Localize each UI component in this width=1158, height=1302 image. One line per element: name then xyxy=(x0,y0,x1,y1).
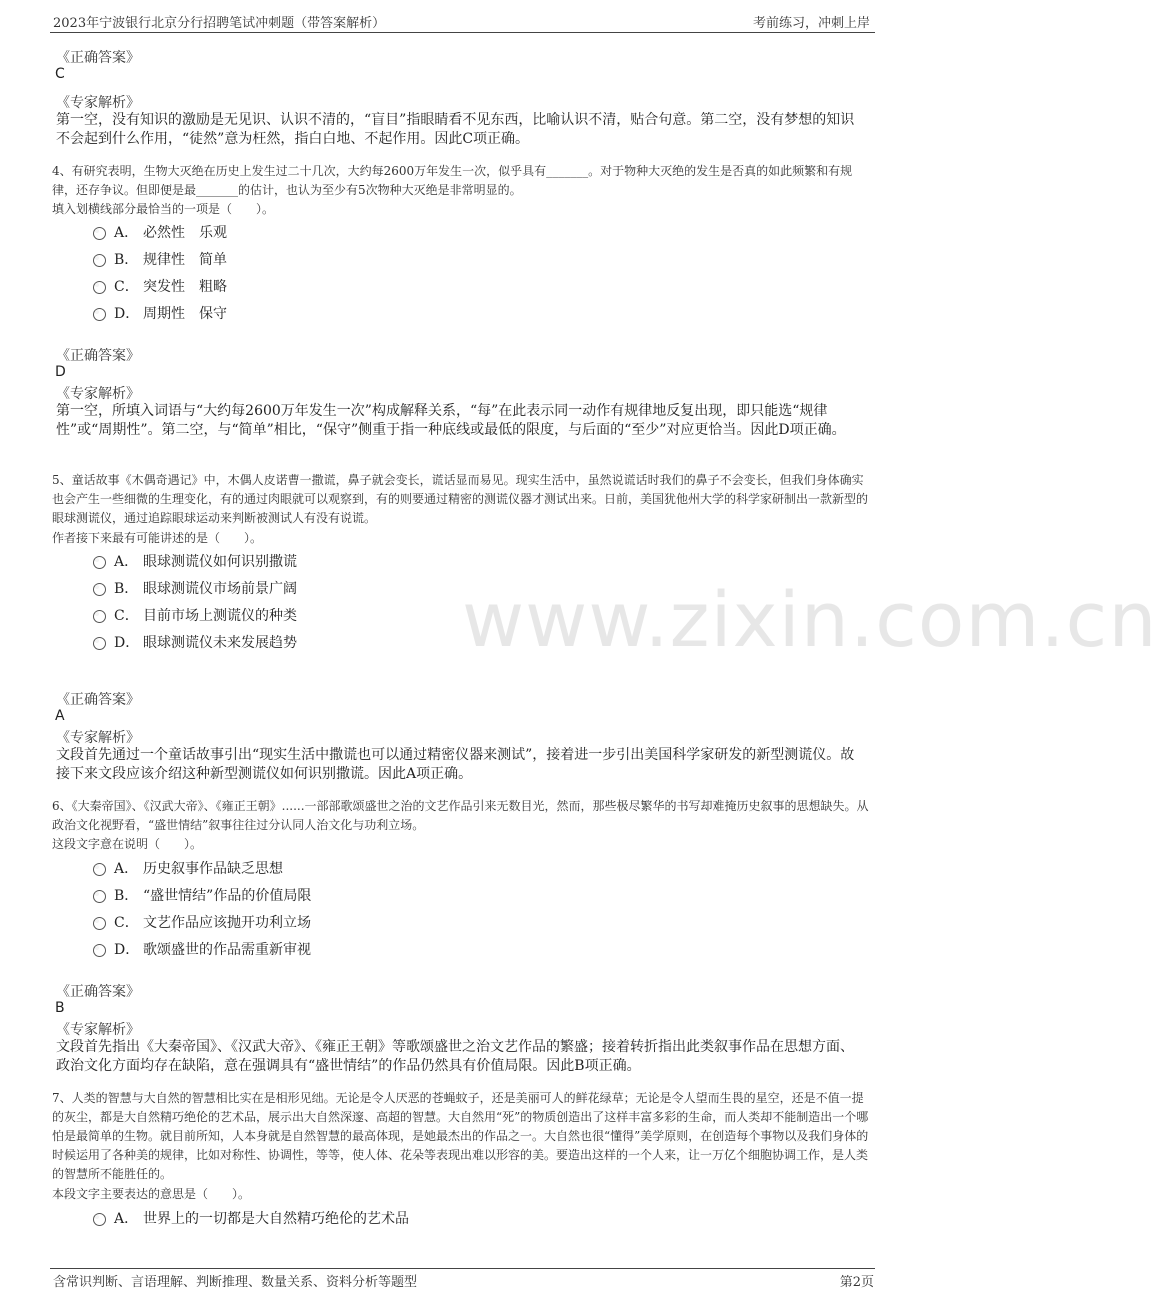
q5-answer: A xyxy=(55,708,65,724)
q4-answer: D xyxy=(55,364,66,380)
radio-button[interactable] xyxy=(93,308,106,321)
radio-button[interactable] xyxy=(93,583,106,596)
radio-button[interactable] xyxy=(93,917,106,930)
option-letter: A． xyxy=(114,225,139,241)
option-text: “盛世情结”作品的价值局限 xyxy=(143,888,312,904)
option-letter: B． xyxy=(114,581,139,597)
correct-answer-label: 《正确答案》 xyxy=(56,50,140,66)
radio-button[interactable] xyxy=(93,637,106,650)
option-letter: B． xyxy=(114,252,139,268)
document-title: 2023年宁波银行北京分行招聘笔试冲刺题（带答案解析） xyxy=(53,16,386,31)
expert-analysis-label: 《专家解析》 xyxy=(56,730,140,746)
radio-button[interactable] xyxy=(93,281,106,294)
q4-prompt: 填入划横线部分最恰当的一项是（ ）。 xyxy=(52,202,275,216)
correct-answer-label: 《正确答案》 xyxy=(56,984,140,1000)
option-letter: A． xyxy=(114,1211,139,1227)
q7-stem: 7、人类的智慧与大自然的智慧相比实在是相形见绌。无论是令人厌恶的苍蝇蚊子，还是美丽可人的鲜花绿草；无论是令人望而生畏的星空，还是不值一提的灰尘，都是大自然精巧绝伦的艺术品，展示出大自然深邃、高超的智慧。大自然用“死”的物质创造出了这样丰富多彩的生命，而人类却不能制造出一个哪怕是最简单的生物。就目前所知，人本身就是自然智慧的最高体现，是她最杰出的作品之一。大自然也很“懂得”美学原则，在创造每个事物以及我们身体的时候运用了各种美的规律，比如对称性、协调性，等等，使人体、花朵等表现出难以形容的美。要造出这样的一个人来，让一万亿个细胞协调工作，是人类的智慧所不能胜任的。 xyxy=(52,1091,869,1181)
q6-stem: 6、《大秦帝国》、《汉武大帝》、《雍正王朝》......一部部歌颂盛世之治的文艺作品引来无数目光，然而，那些极尽繁华的书写却难掩历史叙事的思想缺失。从政治文化视野看，“盛世情结”叙事往往过分认同人治文化与功利立场。 xyxy=(52,799,869,832)
radio-button[interactable] xyxy=(93,556,106,569)
q6-explanation: 文段首先指出《大秦帝国》、《汉武大帝》、《雍正王朝》等歌颂盛世之治文艺作品的繁盛；接着转折指出此类叙事作品在思想方面、政治文化方面均存在缺陷，意在强调具有“盛世情结”的作品仍然具有价值局限。因此B项正确。 xyxy=(56,1039,854,1074)
correct-answer-label: 《正确答案》 xyxy=(56,692,140,708)
option-text: 历史叙事作品缺乏思想 xyxy=(143,861,283,877)
q3-explanation: 第一空，没有知识的激励是无见识、认识不清的，“盲目”指眼睛看不见东西，比喻认识不清，贴合句意。第二空，没有梦想的知识不会起到什么作用，“徒然”意为枉然，指白白地、不起作用。因此C项正确。 xyxy=(56,112,855,147)
expert-analysis-label: 《专家解析》 xyxy=(56,95,140,111)
q6-prompt: 这段文字意在说明（ ）。 xyxy=(52,837,203,851)
radio-button[interactable] xyxy=(93,227,106,240)
q4-explanation: 第一空，所填入词语与“大约每2600万年发生一次”构成解释关系，“每”在此表示同一动作有规律地反复出现，即只能选“规律性”或“周期性”。第二空，与“简单”相比，“保守”侧重于指一种底线或最低的限度，与后面的“至少”对应更恰当。因此D项正确。 xyxy=(56,403,846,438)
q5-explanation: 文段首先通过一个童话故事引出“现实生活中撒谎也可以通过精密仪器来测试”，接着进一步引出美国科学家研发的新型测谎仪。故接下来文段应该介绍这种新型测谎仪如何识别撒谎。因此A项正确。 xyxy=(56,747,855,782)
option-text: 眼球测谎仪如何识别撒谎 xyxy=(143,554,297,570)
page-header xyxy=(0,0,920,36)
footer-divider xyxy=(50,1268,875,1269)
radio-button[interactable] xyxy=(93,890,106,903)
footer-description: 含常识判断、言语理解、判断推理、数量关系、资料分析等题型 xyxy=(53,1275,418,1290)
option-text: 周期性 保守 xyxy=(143,306,227,322)
q7-prompt: 本段文字主要表达的意思是（ ）。 xyxy=(52,1187,251,1201)
header-slogan: 考前练习，冲刺上岸 xyxy=(752,16,870,31)
option-letter: C． xyxy=(114,915,139,931)
option-letter: A． xyxy=(114,861,139,877)
option-text: 必然性 乐观 xyxy=(143,225,227,241)
header-divider xyxy=(50,32,875,33)
radio-button[interactable] xyxy=(93,863,106,876)
option-letter: D． xyxy=(114,635,140,651)
watermark: www.zixin.com.cn xyxy=(462,575,1158,664)
option-letter: A． xyxy=(114,554,139,570)
q6-answer: B xyxy=(55,1000,65,1016)
option-text: 世界上的一切都是大自然精巧绝伦的艺术品 xyxy=(143,1211,409,1227)
q5-prompt: 作者接下来最有可能讲述的是（ ）。 xyxy=(52,531,263,545)
option-letter: C． xyxy=(114,279,139,295)
option-text: 规律性 简单 xyxy=(143,252,227,268)
radio-button[interactable] xyxy=(93,944,106,957)
option-text: 歌颂盛世的作品需重新审视 xyxy=(143,942,311,958)
option-letter: C． xyxy=(114,608,139,624)
option-text: 突发性 粗略 xyxy=(143,279,227,295)
q3-answer: C xyxy=(55,66,65,82)
option-text: 目前市场上测谎仪的种类 xyxy=(143,608,297,624)
page-number: 第2页 xyxy=(839,1275,874,1290)
option-text: 眼球测谎仪未来发展趋势 xyxy=(143,635,297,651)
q4-stem: 4、有研究表明，生物大灭绝在历史上发生过二十几次，大约每2600万年发生一次，似乎具有_______。对于物种大灭绝的发生是否真的如此频繁和有规律，还存争议。但即便是最_______的估计，也认为至少有5次物种大灭绝是非常明显的。 xyxy=(52,164,853,197)
expert-analysis-label: 《专家解析》 xyxy=(56,1022,140,1038)
q5-stem: 5、童话故事《木偶奇遇记》中，木偶人皮诺曹一撒谎，鼻子就会变长，谎话显而易见。现实生活中，虽然说谎话时我们的鼻子不会变长，但我们身体确实也会产生一些细微的生理变化，有的通过肉眼就可以观察到，有的则要通过精密的测谎仪器才测试出来。日前，美国犹他州大学的科学家研制出一款新型的眼球测谎仪，通过追踪眼球运动来判断被测试人有没有说谎。 xyxy=(52,473,869,525)
option-letter: D． xyxy=(114,306,140,322)
expert-analysis-label: 《专家解析》 xyxy=(56,386,140,402)
radio-button[interactable] xyxy=(93,610,106,623)
radio-button[interactable] xyxy=(93,254,106,267)
option-text: 文艺作品应该抛开功利立场 xyxy=(143,915,311,931)
option-text: 眼球测谎仪市场前景广阔 xyxy=(143,581,297,597)
correct-answer-label: 《正确答案》 xyxy=(56,348,140,364)
radio-button[interactable] xyxy=(93,1213,106,1226)
option-letter: B． xyxy=(114,888,139,904)
option-letter: D． xyxy=(114,942,140,958)
